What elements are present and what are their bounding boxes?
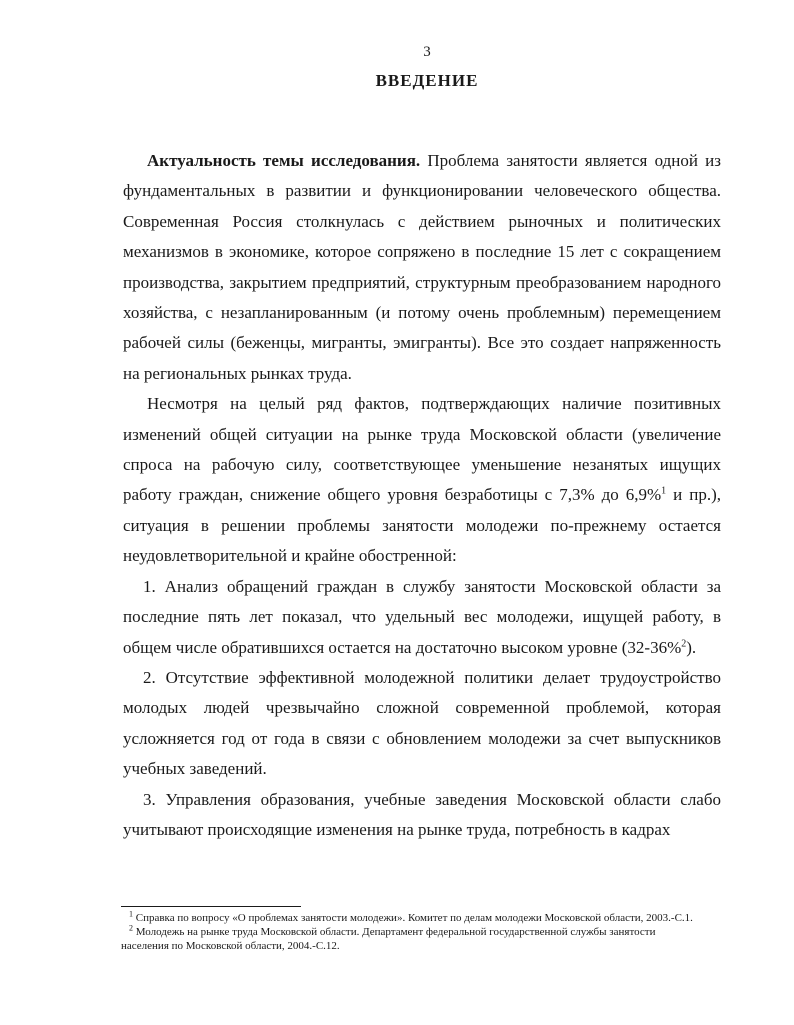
page-title: ВВЕДЕНИЕ (375, 71, 479, 90)
list-item-3: 3. Управления образования, учебные заведения Московской области слабо учитывают происходящие изменения на рынке труда, потребность в кадрах (123, 789, 721, 839)
page-number: 3 (423, 44, 431, 60)
paragraph-text: Несмотря на целый ряд фактов, подтверждающих наличие позитивных изменений общей ситуации на рынке труда Московской области (увеличение спроса на рабочую силу, соответствующее уменьшение незанятых ищущих работу граждан, снижение общего уровня безработицы с 7,3% до 6,9% (123, 394, 721, 505)
footnote-ref-1: 1 (661, 485, 667, 497)
footnote-mark: 2 (129, 923, 133, 933)
footnote-mark: 1 (129, 909, 133, 919)
footnote-ref-2: 2 (681, 637, 687, 649)
list-item-text: ). (686, 637, 697, 657)
paragraph-facts (123, 389, 721, 571)
footnote-text: Справка по вопросу «О проблемах занятости молодежи». Комитет по делам молодежи Московской области, 2003.-С.1. (133, 912, 693, 924)
paragraph-relevance (123, 146, 721, 389)
main-text (123, 146, 721, 845)
footnote-divider (121, 906, 301, 907)
list-item-text: 1. Анализ обращений граждан в службу занятости Московской области за последние пять лет показал, что удельный вес молодежи, ищущей работу, в общем числе обратившихся остается на достаточно высоком уровне (32-36% (123, 576, 721, 657)
footnotes (121, 911, 701, 953)
paragraph-lead: Актуальность темы исследования. (147, 151, 421, 170)
list-item-1 (123, 572, 721, 663)
list-item-2: 2. Отсутствие эффективной молодежной политики делает трудоустройство молодых людей чрезвычайно сложной современной проблемой, которая усложняется год от года в связи с обновлением молодежи за счет выпускников учебных заведений. (123, 667, 721, 779)
footnote-text: Молодежь на рынке труда Московской области. Департамент федеральной государственной службы занятости населения по Московской области, 2004.-С.12. (121, 926, 656, 952)
footnote-2 (121, 925, 701, 953)
paragraph-text: и пр.), ситуация в решении проблемы занятости молодежи по-прежнему остается неудовлетворительной и крайне обостренной: (123, 485, 721, 566)
footnote-1 (121, 911, 701, 925)
paragraph-text: Проблема занятости является одной из фундаментальных в развитии и функционировании человеческого общества. Современная Россия столкнулась с действием рыночных и политических механизмов в экономике, которое сопряжено в последние 15 лет с сокращением производства, закрытием предприятий, структурным преобразованием народного хозяйства, с незапланированным (и потому очень проблемным) перемещением рабочей силы (беженцы, мигранты, эмигранты). Все это создает напряженность на региональных рынках труда. (123, 151, 721, 383)
